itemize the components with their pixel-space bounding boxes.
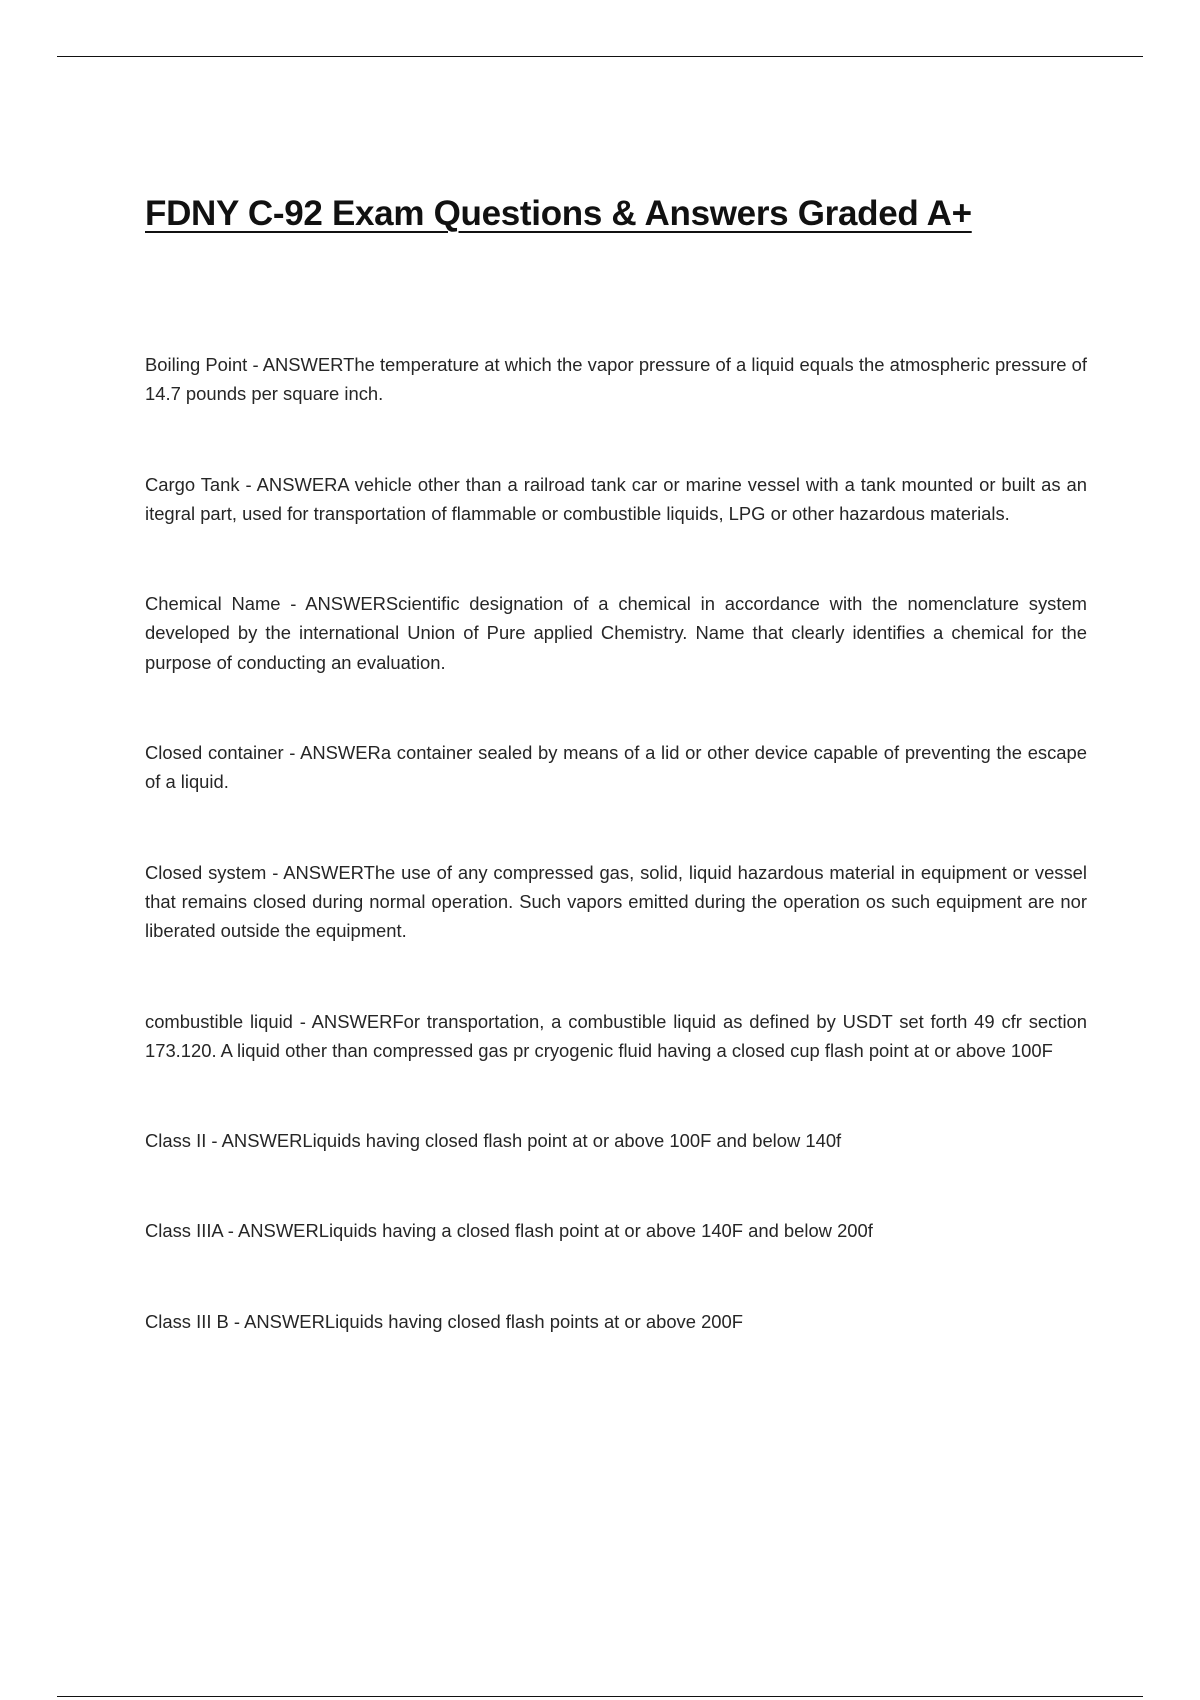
qa-entry-chemical-name: Chemical Name - ANSWERScientific designation of a chemical in accordance with the nomenclature system developed by the international Union of Pure applied Chemistry. Name that clearly identifies a chemical for the purpose of conducting an evaluation. bbox=[145, 593, 1087, 673]
qa-entry-closed-system: Closed system - ANSWERThe use of any compressed gas, solid, liquid hazardous material in equipment or vessel that remains closed during normal operation. Such vapors emitted during the operation os such equipment are nor liberated outside the equipment. bbox=[145, 861, 1087, 942]
document-title: FDNY C-92 Exam Questions & Answers Graded A+ bbox=[145, 194, 972, 233]
qa-entry-boiling-point: Boiling Point - ANSWERThe temperature at which the vapor pressure of a liquid equals the atmospheric pressure of 14.7 pounds per square inch. bbox=[145, 354, 1087, 405]
qa-list bbox=[145, 350, 1087, 1397]
qa-entry-closed-container: Closed container - ANSWERa container sealed by means of a lid or other device capable of preventing the escape of a liquid. bbox=[145, 742, 1087, 793]
qa-entry-class-ii: Class II - ANSWERLiquids having closed flash point at or above 100F and below 140f bbox=[145, 1130, 842, 1152]
qa-entry-class-iiia: Class IIIA - ANSWERLiquids having a closed flash point at or above 140F and below 200f bbox=[145, 1220, 873, 1242]
qa-entry-class-iii-b: Class III B - ANSWERLiquids having closed flash points at or above 200F bbox=[145, 1310, 743, 1332]
qa-entry-cargo-tank: Cargo Tank - ANSWERA vehicle other than a railroad tank car or marine vessel with a tank mounted or built as an itegral part, used for transportation of flammable or combustible liquids, LPG or other hazardous materials. bbox=[145, 473, 1087, 524]
qa-entry-combustible-liquid: combustible liquid - ANSWERFor transportation, a combustible liquid as defined by USDT set forth 49 cfr section 173.120. A liquid other than compressed gas pr cryogenic fluid having a closed cup flash point at or above 100F bbox=[145, 1010, 1087, 1061]
header-rule bbox=[57, 56, 1143, 57]
footer-rule bbox=[57, 1696, 1143, 1697]
